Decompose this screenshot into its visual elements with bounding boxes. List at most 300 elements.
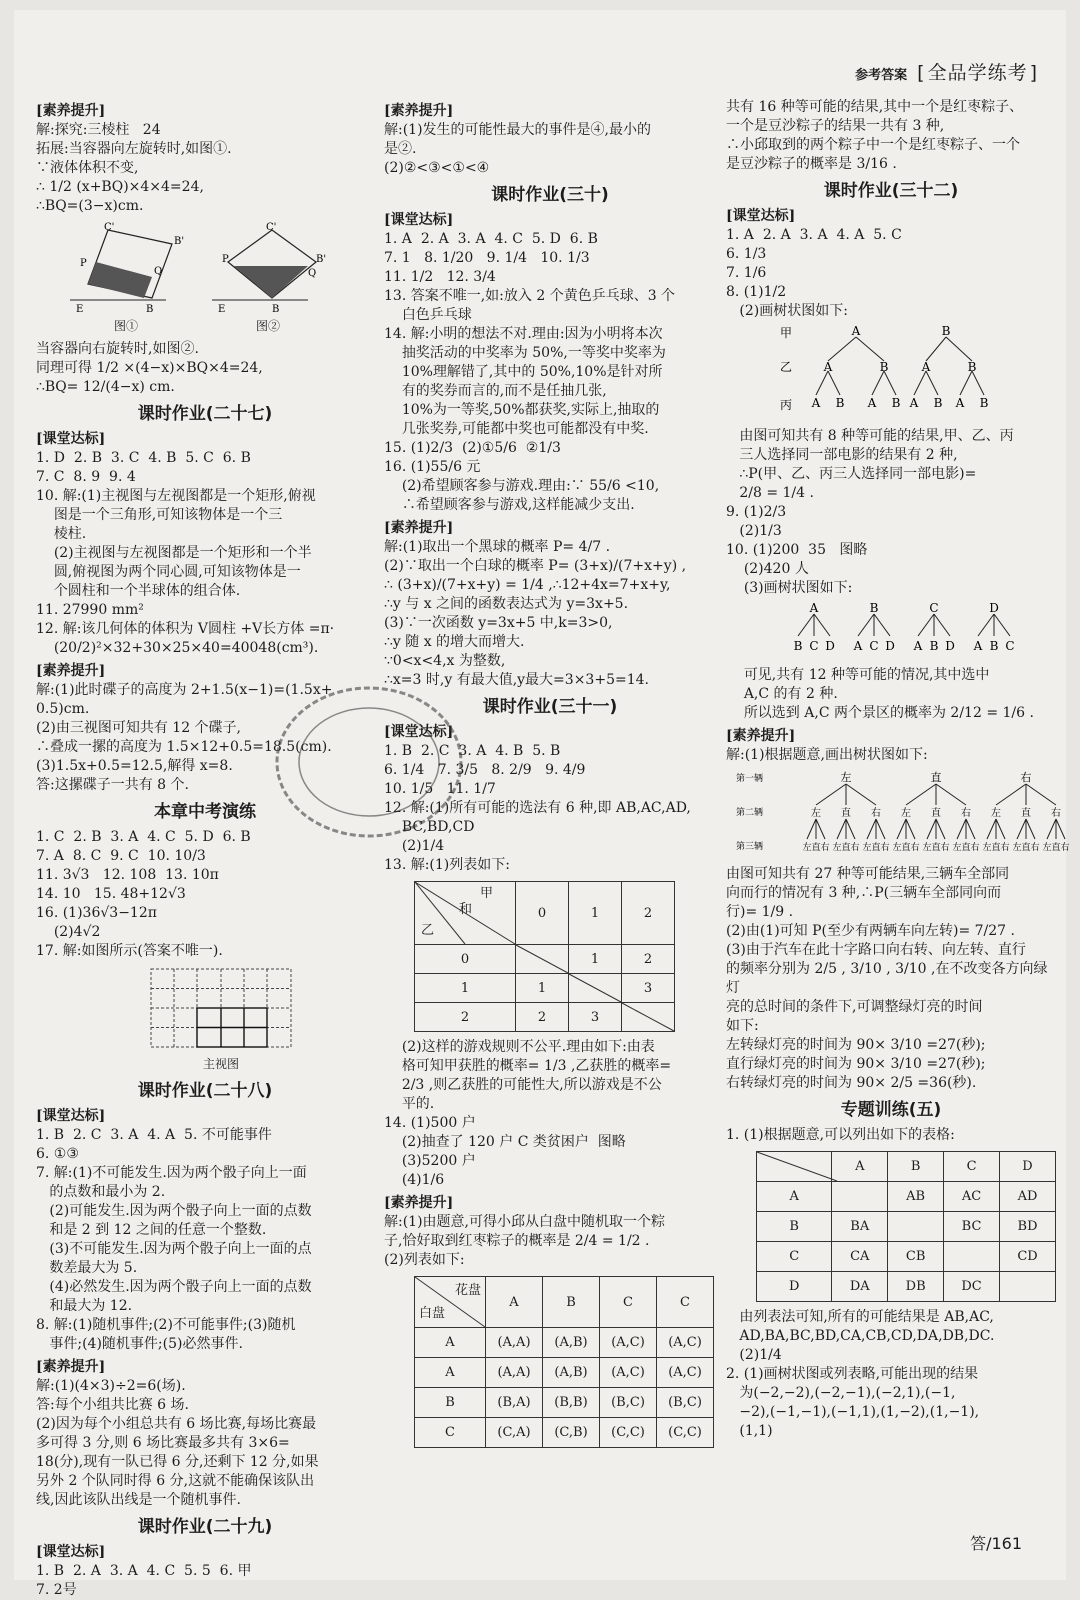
table-cell: DB: [888, 1272, 944, 1302]
row-header: B: [757, 1212, 832, 1242]
body-lesson-32d: [726, 865, 1056, 1093]
title-lesson-32: 课时作业(三十二): [823, 181, 959, 201]
rotation-figures: [66, 222, 374, 336]
table-cell: (B,A): [486, 1388, 543, 1418]
text-line: (2)因为每个小组总共有 6 场比赛,每场比赛最: [36, 1416, 317, 1432]
text-line: 所以选到 A,C 两个景区的概率为 2/12 = 1/6 .: [726, 705, 1034, 721]
table-cell: CB: [888, 1242, 944, 1272]
body-chapter-exam: [36, 828, 374, 961]
table-cell: [569, 974, 622, 1003]
svg-text:C': C': [266, 222, 277, 233]
text-line: 6. 1/4 7. 3/5 8. 2/9 9. 4/9: [384, 762, 586, 778]
col-header: 2: [622, 882, 675, 945]
col-header: A: [832, 1152, 888, 1182]
text-line: 和是 2 到 12 之间的任意一个整数.: [36, 1222, 267, 1238]
table-cell: AC: [944, 1182, 1000, 1212]
text-line: AD,BA,BC,BD,CA,CB,CD,DA,DB,DC.: [726, 1328, 995, 1344]
table-cell: AD: [1000, 1182, 1056, 1212]
text-line: 共有 16 种等可能的结果,其中一个是红枣粽子、: [726, 99, 1024, 115]
text-line: (2)希望顾客参与游戏.理由:∵ 55/6 <10,: [384, 478, 660, 494]
text-line: (2)1/3: [726, 523, 782, 539]
text-line: 由图可知共有 27 种等可能结果,三辆车全部同: [726, 866, 1010, 882]
text-line: 一个是豆沙粽子的结果一共有 3 种,: [726, 118, 945, 134]
text-line: ∴y 随 x 的增大而增大.: [384, 634, 525, 650]
tree-node: 直: [1021, 808, 1031, 819]
text-line: (2)由三视图可知共有 12 个碟子,: [36, 720, 241, 736]
text-line: 行)= 1/9 .: [726, 904, 794, 920]
body-lesson-27: [36, 430, 374, 795]
corner-top-label: 花盘: [454, 1283, 481, 1298]
text-line: (2)②<③<①<④: [384, 160, 490, 176]
tree-node: 直: [811, 843, 821, 853]
text-line: 多可得 3 分,则 6 场比赛最多共有 3×6=: [36, 1435, 290, 1451]
tree-node: B: [979, 396, 989, 410]
text-line: [素养提升]: [36, 663, 106, 679]
text-line: ∴BQ=(3−x)cm.: [36, 198, 144, 214]
tree-node: A: [921, 360, 931, 374]
tree-node: A: [811, 396, 821, 410]
text-line: 7. 1/6: [726, 265, 767, 281]
table-row: [415, 1388, 714, 1418]
table-cell: 3: [622, 974, 675, 1003]
text-line: ∴ 1/2 (x+BQ)×4×4=24,: [36, 179, 204, 195]
table-cell: (A,B): [543, 1358, 600, 1388]
title-lesson-31: 课时作业(三十一): [482, 697, 618, 717]
tree-node: A: [823, 360, 833, 374]
row-header: D: [757, 1272, 832, 1302]
scenic-tree-diagram: [736, 602, 1056, 662]
text-line: 直行绿灯亮的时间为 90× 3/10 =27(秒);: [726, 1056, 986, 1072]
text-line: 解:(1)由题意,可得小邱从白盘中随机取一个粽: [384, 1214, 665, 1230]
svg-text:B: B: [146, 304, 154, 315]
table-cell: [1000, 1272, 1056, 1302]
text-line: 14. (1)500 户: [384, 1115, 476, 1131]
body-lesson-32b: [726, 427, 1056, 598]
table-cell: (A,C): [657, 1358, 714, 1388]
text-line: 抽奖活动的中奖率为 50%,一等奖中奖率为: [384, 345, 666, 361]
col-header: B: [888, 1152, 944, 1182]
figure-2-caption: 图②: [255, 319, 280, 333]
text-line: 6. ①③: [36, 1146, 79, 1162]
table-cell: (B,C): [657, 1388, 714, 1418]
tree-node: A: [851, 324, 861, 338]
text-line: (2)4√2: [36, 924, 101, 940]
tree-node: 直: [931, 808, 941, 819]
text-line: 12. 解:该几何体的体积为 V圆柱 +V长方体 =π·: [36, 621, 335, 637]
text-line: 10%理解错了,其中的 50%,10%是针对所: [384, 364, 663, 380]
text-line: 数差最大为 5.: [36, 1260, 138, 1276]
tree-node: 直: [961, 843, 971, 853]
zongzi-table: [414, 1276, 714, 1448]
text-line: ∵0<x<4,x 为整数,: [384, 653, 506, 669]
table-cell: CA: [832, 1242, 888, 1272]
text-line: [课堂达标]: [36, 1108, 106, 1124]
text-line: 线,因此该队出线是一个随机事件.: [36, 1492, 241, 1508]
tree-node: 左: [811, 808, 821, 819]
tree-node: 右: [1051, 808, 1061, 819]
title-lesson-30: 课时作业(三十): [491, 185, 609, 205]
col2-after-table1: [384, 1038, 716, 1270]
tree-node: 直: [930, 771, 942, 784]
svg-text:B': B': [316, 254, 327, 265]
corner-top-label: 甲: [479, 886, 493, 901]
table-cell: CD: [1000, 1242, 1056, 1272]
svg-text:E: E: [76, 304, 84, 315]
row-header: A: [757, 1182, 832, 1212]
front-view-drawing: [146, 967, 296, 1049]
text-line: 有的奖券而言的,而不是任抽几张,: [384, 383, 607, 399]
text-line: 7. C 8. 9 9. 4: [36, 469, 136, 485]
text-line: 当容器向右旋转时,如图②.: [36, 341, 199, 357]
table-cell: (C,A): [486, 1418, 543, 1448]
body-special-1: [726, 1126, 1056, 1145]
text-line: 解:(1)根据题意,画出树状图如下:: [726, 747, 928, 763]
tree-node: 右: [961, 808, 971, 819]
zongzi-table-corner: [415, 1277, 486, 1328]
front-view-caption: 主视图: [202, 1057, 239, 1071]
tree-node: C: [1005, 639, 1015, 653]
tree-node: 左: [832, 843, 842, 853]
text-line: 拓展:当容器向左旋转时,如图①.: [36, 141, 232, 157]
title-special-training: 专题训练(五): [840, 1100, 942, 1120]
text-line: 17. 解:如图所示(答案不唯一).: [36, 943, 223, 959]
table-cell: BA: [832, 1212, 888, 1242]
text-line: (2)∵取出一个白球的概率 P= (3+x)/(7+x+y) ,: [384, 558, 687, 574]
text-line: 16. (1)36√3−12π: [36, 905, 157, 921]
figure-1-drawing: [66, 222, 186, 317]
text-line: 三人选择同一部电影的结果有 2 种,: [726, 447, 958, 463]
text-line: 13. 答案不唯一,如:放入 2 个黄色乒乓球、3 个: [384, 288, 676, 304]
text-line: 几张奖券,可能都中奖也可能都没有中奖.: [384, 421, 649, 437]
text-line: 解:(1)发生的可能性最大的事件是④,最小的: [384, 122, 651, 138]
text-line: 另外 2 个队同时得 6 分,这就不能确保该队出: [36, 1473, 315, 1489]
tree-node: A: [955, 396, 965, 410]
page-number: 答/161: [970, 1534, 1022, 1553]
text-line: ∵液体体积不变,: [36, 160, 139, 176]
text-line: [课堂达标]: [384, 212, 454, 228]
tree-node: A: [909, 396, 919, 410]
front-view-grid: [146, 967, 296, 1074]
text-line: 1. (1)根据题意,可以列出如下的表格:: [726, 1127, 955, 1143]
table-cell: (C,C): [600, 1418, 657, 1448]
text-line: [素养提升]: [726, 728, 796, 744]
text-line: 解:(1)(4×3)÷2=6(场).: [36, 1378, 186, 1394]
table-cell: (A,C): [600, 1328, 657, 1358]
text-line: 平的.: [384, 1096, 435, 1112]
tree-node: D: [989, 601, 999, 615]
text-line: 1. B 2. C 3. A 4. B 5. B: [384, 743, 561, 759]
table-cell: 1: [569, 945, 622, 974]
text-line: 解:探究:三棱柱 24: [36, 122, 161, 138]
text-line: (3)由于汽车在此十字路口向右转、向左转、直行: [726, 942, 1026, 958]
pair-table: [756, 1151, 1056, 1302]
tree-node: B: [835, 396, 845, 410]
tree-node: 左: [1012, 843, 1022, 853]
figure-1-caption: 图①: [113, 319, 138, 333]
row-header: A: [415, 1358, 486, 1388]
text-line: 1. A 2. A 3. A 4. A 5. C: [726, 227, 902, 243]
text-line: 14. 解:小明的想法不对.理由:因为小明将本次: [384, 326, 663, 342]
text-line: 圆,俯视图为两个同心圆,可知该物体是一: [36, 564, 301, 580]
header-brand: [ 全品学练考 ]: [917, 58, 1038, 85]
body-special-2: [726, 1308, 1056, 1441]
text-line: (2)主视图与左视图都是一个矩形和一个半: [36, 545, 312, 561]
table-row: [415, 1418, 714, 1448]
tree-node: C: [929, 601, 939, 615]
text-line: (2)画树状图如下:: [726, 303, 848, 319]
page-header: [855, 58, 1038, 85]
text-line: [素养提升]: [384, 103, 454, 119]
text-line: [课堂达标]: [726, 208, 796, 224]
text-line: 8. 解:(1)随机事件;(2)不可能事件;(3)随机: [36, 1317, 296, 1333]
row-header: 0: [415, 945, 516, 974]
table-cell: (A,A): [486, 1328, 543, 1358]
col-header: A: [486, 1277, 543, 1328]
text-line: 由列表法可知,所有的可能结果是 AB,AC,: [726, 1309, 994, 1325]
text-line: [素养提升]: [36, 103, 106, 119]
svg-text:Q: Q: [308, 268, 317, 279]
text-line: 和最大为 12.: [36, 1298, 133, 1314]
body-lesson-31: [384, 723, 716, 875]
corner-bottom-label: 乙: [421, 923, 435, 938]
text-line: 1. B 2. C 3. A 4. A 5. 不可能事件: [36, 1127, 272, 1143]
table-cell: 2: [516, 1003, 569, 1032]
text-line: (2)由(1)可知 P(至少有两辆车向左转)= 7/27 .: [726, 923, 1015, 939]
text-line: 11. 27990 mm²: [36, 602, 144, 618]
tree-level-label: 第二辆: [736, 808, 764, 818]
col1-after-fig: [36, 340, 374, 397]
table-row: [757, 1212, 1056, 1242]
figure-2-drawing: [208, 222, 328, 317]
text-line: [课堂达标]: [36, 1544, 106, 1560]
text-line: (2)可能发生.因为两个骰子向上一面的点数: [36, 1203, 312, 1219]
tree-node: 左: [802, 843, 812, 853]
body-lesson-32a: [726, 207, 1056, 321]
title-chapter-exam: 本章中考演练: [154, 802, 256, 822]
svg-text:P: P: [80, 258, 87, 269]
tree-node: B: [933, 396, 943, 410]
text-line: 7. 1 8. 1/20 9. 1/4 10. 1/3: [384, 250, 590, 266]
text-line: 1. C 2. B 3. A 4. C 5. D 6. B: [36, 829, 251, 845]
text-line: 左转绿灯亮的时间为 90× 3/10 =27(秒);: [726, 1037, 986, 1053]
tree-node: 左: [1042, 843, 1052, 853]
text-line: 为(−2,−2),(−2,−1),(−2,1),(−1,: [726, 1385, 956, 1401]
row-header: B: [415, 1388, 486, 1418]
text-line: (2)抽查了 120 户 C 类贫困户 图略: [384, 1134, 626, 1150]
text-line: 亮的总时间的条件下,可调整绿灯亮的时间: [726, 999, 983, 1015]
tree-node: B: [941, 324, 951, 338]
col-header: 1: [569, 882, 622, 945]
table-cell: (A,C): [657, 1328, 714, 1358]
text-line: [课堂达标]: [384, 724, 454, 740]
tree-node: A: [913, 639, 923, 653]
text-line: (2)列表如下:: [384, 1252, 465, 1268]
tree-node: 直: [1051, 843, 1061, 853]
svg-text:B': B': [174, 236, 185, 247]
title-lesson-29: 课时作业(二十九): [137, 1517, 273, 1537]
text-line: [素养提升]: [36, 1359, 106, 1375]
text-line: 0.5)cm.: [36, 701, 90, 717]
text-line: 8. (1)1/2: [726, 284, 787, 300]
table-row: [757, 1272, 1056, 1302]
tree-node: 左: [922, 843, 932, 853]
tree-node: A: [867, 396, 877, 410]
table-cell: (B,C): [600, 1388, 657, 1418]
text-line: ∴ (3+x)/(7+x+y) = 1/4 ,∴12+4x=7+x+y,: [384, 577, 671, 593]
text-line: (20/2)²×32+30×25×40=40048(cm³).: [36, 640, 319, 656]
text-line: 事件;(4)随机事件;(5)必然事件.: [36, 1336, 243, 1352]
text-line: 解:(1)取出一个黑球的概率 P= 4/7 .: [384, 539, 611, 555]
text-line: 14. 10 15. 48+12√3: [36, 886, 186, 902]
text-line: A,C 的有 2 种.: [726, 686, 838, 702]
tree-node: B: [929, 639, 939, 653]
text-line: ∴P(甲、乙、丙三人选择同一部电影)=: [726, 466, 977, 482]
table-cell: DA: [832, 1272, 888, 1302]
answer-page: [14, 10, 1070, 1598]
col2-top: [384, 102, 716, 178]
text-line: 15. (1)2/3 (2)①5/6 ②1/3: [384, 440, 561, 456]
svg-text:Q: Q: [154, 266, 163, 277]
text-line: 10. (1)200 35 图略: [726, 542, 868, 558]
table-cell: (B,B): [543, 1388, 600, 1418]
text-line: ∴BQ= 12/(4−x) cm.: [36, 379, 175, 395]
table-cell: [944, 1242, 1000, 1272]
text-line: 6. 1/3: [726, 246, 767, 262]
text-line: 的点数和最小为 2.: [36, 1184, 166, 1200]
text-line: ∴希望顾客参与游戏,这样能减少支出.: [384, 497, 635, 513]
column-3: [726, 98, 1070, 1441]
tree-node: 右: [850, 843, 860, 853]
tree-node: B: [989, 639, 999, 653]
table-row: [757, 1242, 1056, 1272]
tree-node: B: [793, 639, 803, 653]
body-lesson-29: [36, 1543, 374, 1600]
row-header: A: [415, 1328, 486, 1358]
text-line: (2)1/4: [384, 838, 445, 854]
corner-bottom-label: 白盘: [419, 1306, 446, 1321]
text-line: [素养提升]: [384, 520, 454, 536]
sum-table-corner: [415, 882, 516, 945]
table-cell: (C,C): [657, 1418, 714, 1448]
movie-tree-diagram: [736, 325, 1056, 423]
table-cell: (A,C): [600, 1358, 657, 1388]
body-lesson-32c: [726, 666, 1056, 765]
text-line: (3)画树状图如下:: [726, 580, 853, 596]
traffic-tree-drawing: [736, 769, 1070, 855]
text-line: 可见,共有 12 种等可能的情况,其中选中: [726, 667, 990, 683]
tree-node: 右: [1020, 771, 1032, 784]
col-header: D: [1000, 1152, 1056, 1182]
tree-node: 左: [892, 843, 902, 853]
tree-node: C: [869, 639, 879, 653]
tree-node: 直: [841, 843, 851, 853]
tree-node: 左: [862, 843, 872, 853]
tree-node: 右: [910, 843, 920, 853]
col-header: C: [944, 1152, 1000, 1182]
text-line: 10. 1/5 11. 1/7: [384, 781, 496, 797]
tree-node: 左: [952, 843, 962, 853]
movie-tree-drawing: [736, 325, 1036, 417]
tree-node: 直: [1021, 843, 1031, 853]
text-line: 10%为一等奖,50%都获奖,实际上,抽取的: [384, 402, 660, 418]
traffic-tree-diagram: [736, 769, 1070, 861]
tree-node: 直: [901, 843, 911, 853]
tree-level-label: 第三辆: [736, 842, 764, 852]
text-line: 13. 解:(1)列表如下:: [384, 857, 510, 873]
tree-node: D: [945, 639, 955, 653]
table-row: [757, 1182, 1056, 1212]
text-line: (2)这样的游戏规则不公平.理由如下:由表: [384, 1039, 655, 1055]
row-header: C: [415, 1418, 486, 1448]
body-lesson-28: [36, 1107, 374, 1510]
table-cell: (A,B): [543, 1328, 600, 1358]
text-line: ∴y 与 x 之间的函数表达式为 y=3x+5.: [384, 596, 629, 612]
text-line: (3)5200 户: [384, 1153, 476, 1169]
table-cell: [622, 1003, 675, 1032]
text-line: 1. B 2. A 3. A 4. C 5. 5 6. 甲: [36, 1563, 252, 1579]
text-line: 向而行的情况有 3 种,∴P(三辆车全部同向而: [726, 885, 1002, 901]
column-2: [384, 98, 716, 1454]
table-cell: (C,B): [543, 1418, 600, 1448]
tree-node: B: [967, 360, 977, 374]
header-section-label: 参考答案: [855, 68, 908, 83]
table-cell: [888, 1212, 944, 1242]
text-line: 1. D 2. B 3. C 4. B 5. C 6. B: [36, 450, 251, 466]
text-line: 9. (1)2/3: [726, 504, 787, 520]
text-line: 答:每个小组共比赛 6 场.: [36, 1397, 189, 1413]
text-line: 由图可知共有 8 种等可能的结果,甲、乙、丙: [726, 428, 1014, 444]
figure-1: [66, 222, 186, 336]
table-cell: 1: [516, 974, 569, 1003]
text-line: 7. 解:(1)不可能发生.因为两个骰子向上一面: [36, 1165, 307, 1181]
tree-node: 直: [841, 808, 851, 819]
figure-2: [208, 222, 328, 336]
text-line: (3)1.5x+0.5=12.5,解得 x=8.: [36, 758, 233, 774]
col-header: B: [543, 1277, 600, 1328]
tree-node: 左: [982, 843, 992, 853]
text-line: 白色乒乓球: [384, 307, 472, 323]
text-line: (4)必然发生.因为两个骰子向上一面的点数: [36, 1279, 312, 1295]
table-cell: BC: [944, 1212, 1000, 1242]
text-line: 是②.: [384, 141, 417, 157]
table-cell: (A,A): [486, 1358, 543, 1388]
row-header: C: [757, 1242, 832, 1272]
text-line: 的频率分别为 2/5 , 3/10 , 3/10 ,在不改变各方向绿灯: [726, 961, 1048, 996]
tree-row2-label: 乙: [779, 360, 793, 374]
col-header: C: [657, 1277, 714, 1328]
text-line: 2/3 ,则乙获胜的可能性大,所以游戏是不公: [384, 1077, 662, 1093]
text-line: BC,BD,CD: [384, 819, 475, 835]
tree-node: B: [879, 360, 889, 374]
text-line: ∴叠成一摞的高度为 1.5×12+0.5=18.5(cm).: [36, 739, 332, 755]
text-line: (3)∵一次函数 y=3x+5 中,k=3>0,: [384, 615, 613, 631]
text-line: 10. 解:(1)主视图与左视图都是一个矩形,俯视: [36, 488, 316, 504]
tree-node: D: [825, 639, 835, 653]
table-cell: 3: [569, 1003, 622, 1032]
table-row: [415, 1358, 714, 1388]
text-line: 解:(1)此时碟子的高度为 2+1.5(x−1)=(1.5x+: [36, 682, 333, 698]
tree-node: 左: [991, 808, 1001, 819]
corner-mid-label: 和: [459, 902, 473, 917]
tree-node: 右: [1000, 843, 1010, 853]
tree-node: B: [869, 601, 879, 615]
tree-node: 左: [840, 771, 852, 784]
tree-node: C: [809, 639, 819, 653]
text-line: (4)1/6: [384, 1172, 445, 1188]
tree-node: 直: [871, 843, 881, 853]
col-header: C: [600, 1277, 657, 1328]
table-cell: DC: [944, 1272, 1000, 1302]
